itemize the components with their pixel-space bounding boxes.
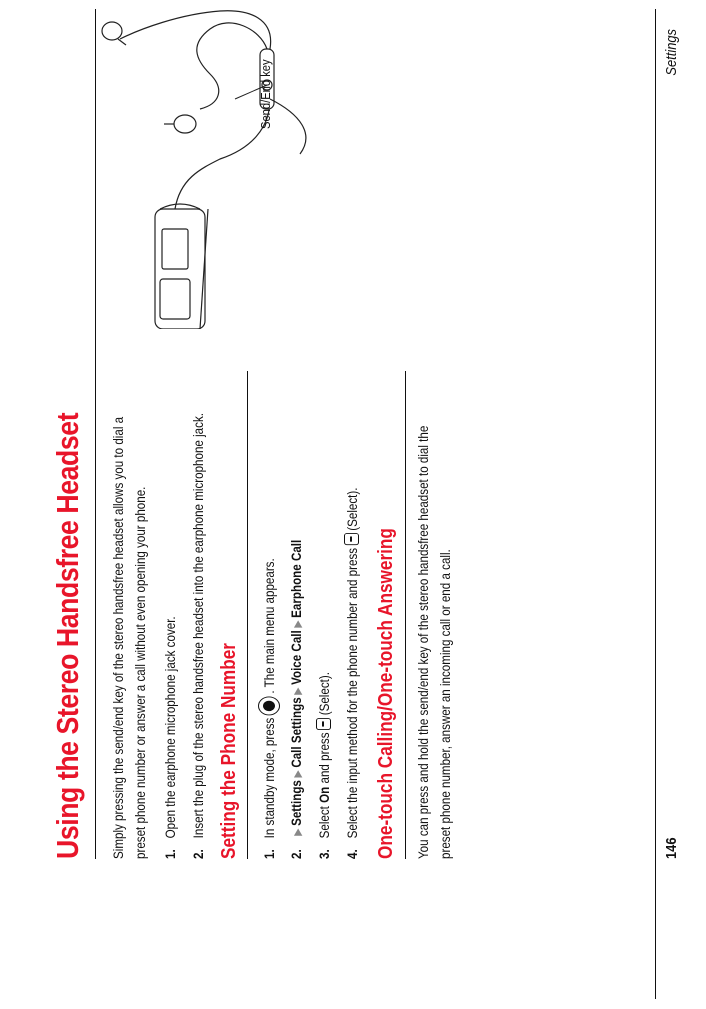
setup-step-2 <box>286 540 309 859</box>
arrow-icon: ▶ <box>292 620 304 628</box>
option-on: On <box>317 786 332 803</box>
page-title: Using the Stereo Handsfree Headset <box>50 412 85 859</box>
setup-step-4 <box>342 487 364 859</box>
step-number: 3. <box>317 849 332 859</box>
setup-step-3 <box>314 672 336 859</box>
step-number: 4. <box>345 849 360 859</box>
intro-line-2: preset phone number or answer a call without even opening your phone. <box>133 486 148 859</box>
one-touch-line-2: preset phone number, answer an incoming call or end a call. <box>438 549 453 859</box>
earphone-right-icon <box>102 22 126 45</box>
footer-rule <box>655 9 656 999</box>
phone-icon <box>155 204 208 329</box>
step-number: 1. <box>262 849 277 859</box>
step-text: Select <box>317 806 332 839</box>
softkey-icon <box>344 533 359 545</box>
step-number: 1. <box>163 849 178 859</box>
step-text-end: (Select). <box>317 672 332 716</box>
step-number: 2. <box>191 849 206 859</box>
nav-key-icon <box>258 696 280 715</box>
menu-path-call-settings: Call Settings <box>289 697 304 768</box>
step-text: In standby mode, press <box>262 717 277 839</box>
one-touch-line-1: You can press and hold the send/end key of the stereo handsfree headset to dial the <box>416 425 431 859</box>
softkey-icon <box>316 718 331 730</box>
section1-rule <box>247 371 248 859</box>
section-heading-one-touch: One-touch Calling/One-touch Answering <box>375 528 397 859</box>
step-text-end: (Select). <box>345 487 360 531</box>
step-text-end: . The main menu appears. <box>262 558 277 694</box>
step-text-mid: and press <box>317 732 332 784</box>
title-rule <box>95 9 96 859</box>
headset-illustration <box>100 0 330 329</box>
menu-path-voice-call: Voice Call <box>289 630 304 685</box>
intro-line-1: Simply pressing the send/end key of the stereo handsfree headset allows you to dial a <box>111 416 126 859</box>
menu-path-earphone-call: Earphone Call <box>289 539 304 618</box>
step-number: 2. <box>289 849 304 859</box>
section-heading-phone-number: Setting the Phone Number <box>218 643 240 859</box>
arrow-icon: ▶ <box>292 770 304 778</box>
step-text: Open the earphone microphone jack cover. <box>163 616 178 839</box>
main-step-1 <box>160 616 182 859</box>
section2-rule <box>405 371 406 859</box>
section-name: Settings <box>663 29 680 76</box>
arrow-icon: ▶ <box>292 687 304 695</box>
page-number: 146 <box>663 837 680 859</box>
step-text: Select the input method for the phone number and press <box>345 547 360 839</box>
earphone-left-icon <box>164 115 196 133</box>
arrow-icon: ▶ <box>292 828 304 836</box>
setup-step-1 <box>258 558 281 859</box>
step-text: Insert the plug of the stereo handsfree headset into the earphone microphone jack. <box>191 413 206 839</box>
main-step-2 <box>188 413 210 859</box>
send-end-key-callout: Send/End key <box>258 59 273 129</box>
menu-path-settings: Settings <box>289 780 304 826</box>
